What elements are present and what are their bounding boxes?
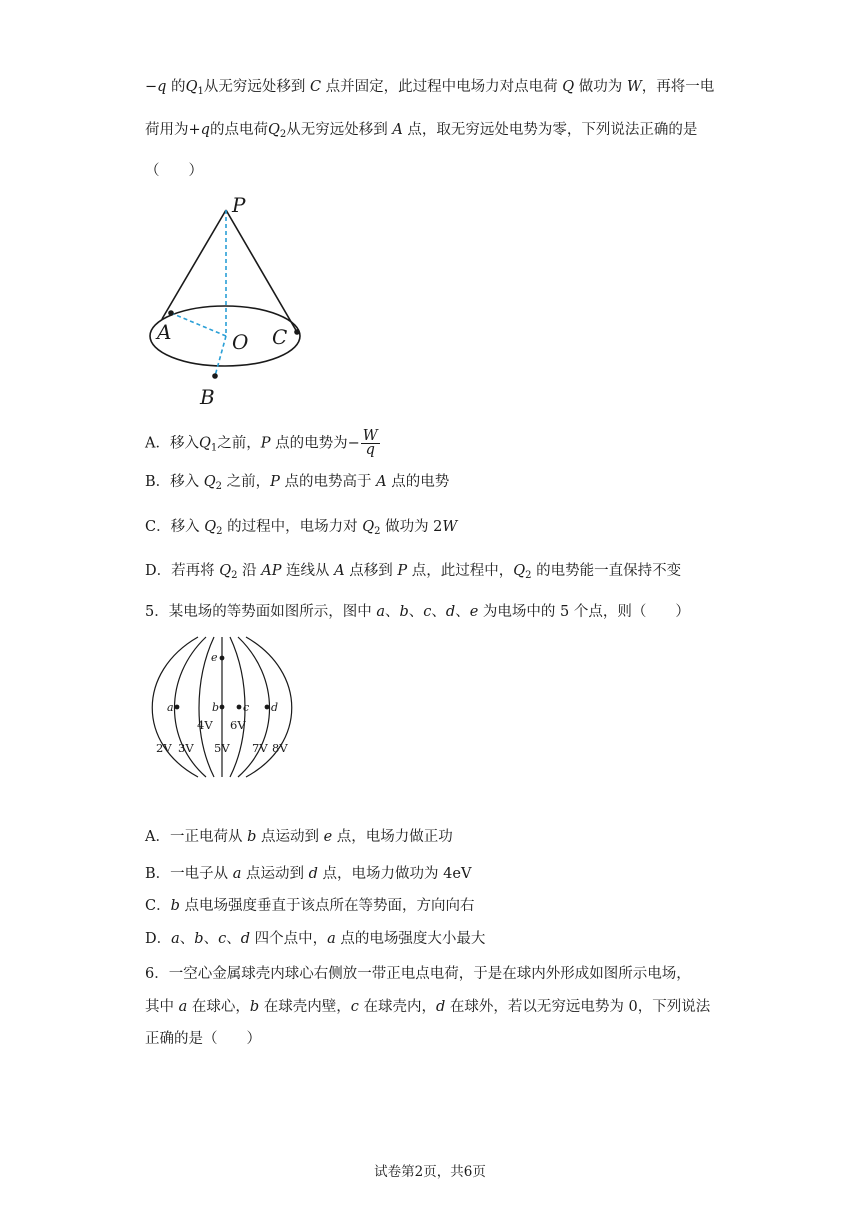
q4-option-b: B．移入 $Q_2$ 之前，P 点的电势高于 A 点的电势: [145, 474, 450, 492]
oa-dashed: [171, 313, 226, 336]
point-b-dot: [212, 373, 218, 379]
label-7v: 7V: [252, 741, 268, 755]
q5-stem: 5．某电场的等势面如图所示，图中 a、b、c、d、e 为电场中的 5 个点，则（ ）: [145, 604, 690, 620]
point-c-dot: [294, 329, 300, 335]
q4-stem-line1: −q 的$Q_1$从无穷远处移到 C 点并固定，此过程中电场力对点电荷 Q 做功为 W，再将一电: [145, 79, 715, 97]
cone-figure: [140, 190, 320, 415]
q6-stem-line1: 6．一空心金属球壳内球心右侧放一带正电点电荷，于是在球内外形成如图所示电场，: [145, 966, 691, 982]
q5-option-b: B．一电子从 a 点运动到 d 点，电场力做功为 4eV: [145, 866, 472, 882]
label-b: b: [212, 701, 220, 714]
cone-edge-left: [162, 210, 226, 319]
equipotential-figure: [142, 632, 307, 782]
label-a: a: [167, 701, 174, 714]
q5-option-c: C．b 点电场强度垂直于该点所在等势面，方向向右: [145, 898, 475, 914]
q4-option-a: A．移入$Q_1$之前，P 点的电势为− $\frac{W}{q}$: [145, 428, 378, 458]
point-c-dot: [237, 705, 242, 710]
q6-stem-line3: 正确的是（ ）: [145, 1031, 261, 1047]
label-4v: 4V: [197, 718, 213, 732]
q4-option-d: D．若再将 $Q_2$ 沿 AP 连线从 A 点移到 P 点，此过程中，$Q_2$ 的电势能一直保持不变: [145, 563, 682, 581]
q4-option-c: C．移入 $Q_2$ 的过程中，电场力对 $Q_2$ 做功为 2W: [145, 519, 458, 537]
point-d-dot: [265, 705, 270, 710]
ob-dashed: [215, 336, 226, 376]
label-p: P: [232, 193, 246, 217]
label-c: C: [272, 325, 288, 349]
point-b-dot: [220, 705, 225, 710]
label-2v: 2V: [156, 741, 172, 755]
label-c: c: [243, 701, 250, 714]
point-a-dot: [168, 310, 174, 316]
label-o: O: [232, 330, 249, 354]
page-footer: 试卷第2页，共6页: [374, 1164, 486, 1180]
label-b: B: [200, 385, 215, 409]
label-3v: 3V: [178, 741, 194, 755]
q4-answer-blank: （ ）: [145, 163, 203, 179]
label-d: d: [271, 701, 279, 714]
fraction-w-over-q: $\frac{W}{q}$: [362, 428, 378, 458]
label-5v: 5V: [214, 741, 230, 755]
label-e: e: [211, 651, 218, 664]
point-e-dot: [220, 656, 225, 661]
q6-stem-line2: 其中 a 在球心，b 在球壳内壁，c 在球壳内，d 在球外，若以无穷远电势为 0，下列说法: [145, 999, 711, 1015]
q4-stem-line2: 荷用为+q的点电荷$Q_2$从无穷远处移到 A 点，取无穷远处电势为零，下列说法正确的是: [145, 122, 698, 140]
label-8v: 8V: [272, 741, 288, 755]
label-a: A: [157, 320, 172, 344]
q5-option-a: A．一正电荷从 b 点运动到 e 点，电场力做正功: [145, 829, 453, 845]
q5-option-d: D．a、b、c、d 四个点中，a 点的电场强度大小最大: [145, 931, 486, 947]
cone-edge-right: [226, 210, 297, 332]
label-6v: 6V: [230, 718, 246, 732]
point-a-dot: [175, 705, 180, 710]
